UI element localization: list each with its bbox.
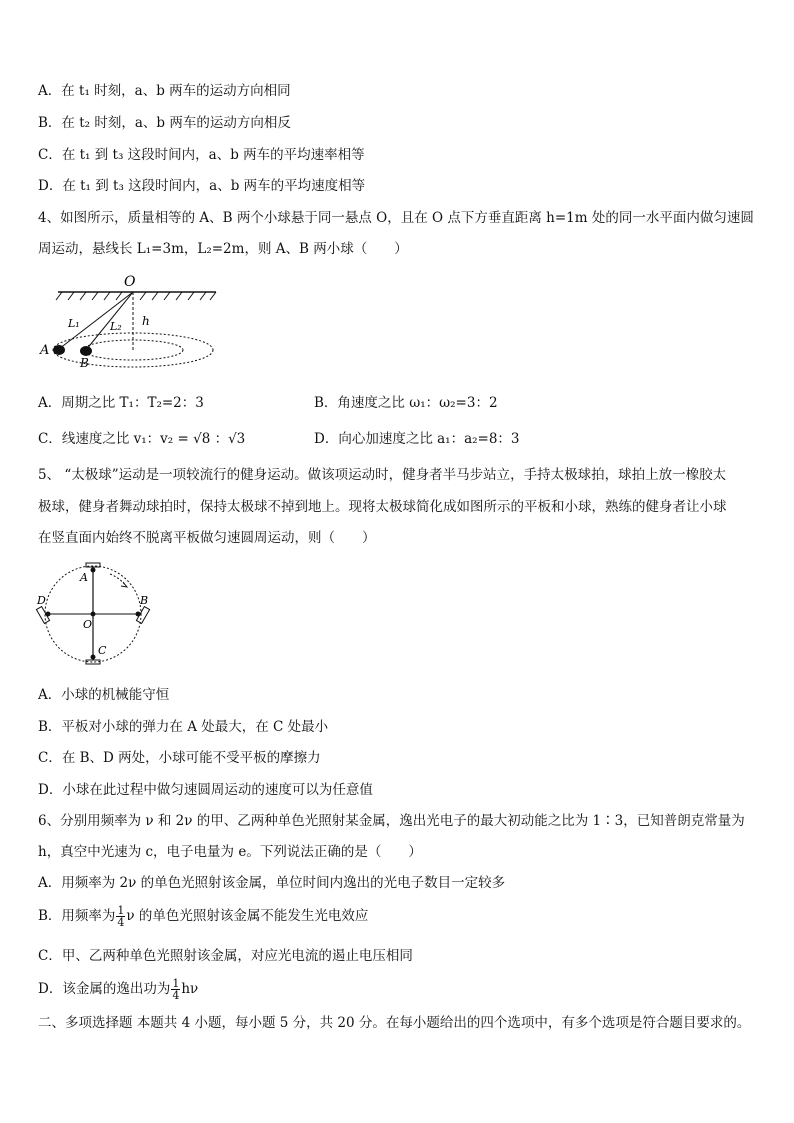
label-h: h [142,314,150,328]
fraction-numerator: 1 [172,977,180,990]
q5-stem-line3: 在竖直面内始终不脱离平板做匀速圆周运动，则（ ） [38,530,376,546]
fraction-numerator: 1 [117,904,125,917]
q5-option-c: C．在 B、D 两处，小球可能不受平板的摩擦力 [38,750,321,766]
label-l1: L₁ [68,317,80,330]
q3-option-c: C．在 t₁ 到 t₃ 这段时间内，a、b 两车的平均速率相等 [38,147,365,163]
q6-option-a: A．用频率为 2ν 的单色光照射该金属，单位时间内逸出的光电子数目一定较多 [38,875,506,891]
label-l2: L₂ [110,320,122,333]
q4-option-c: C．线速度之比 v₁：v₂ = √8 ：√3 [38,431,246,447]
fraction [171,978,180,1001]
q4-stem-line1: 4、如图所示，质量相等的 A、B 两个小球悬于同一悬点 O，且在 O 点下方垂直距离 h=1m 处的同一水平面内做匀速圆 [38,210,754,226]
label-d: D [37,594,46,607]
label-b: B [80,356,89,370]
q5-figure [30,560,160,670]
fraction [116,905,125,928]
q6-option-d [38,978,198,1001]
q6-stem-line1: 6、分别用频率为 ν 和 2ν 的甲、乙两种单色光照射某金属，逸出光电子的最大初动能之比为 1∶3，已知普朗克常量为 [38,813,745,829]
ball-b [80,346,92,356]
q6-option-b-prefix: B．用频率为 [38,908,116,924]
label-o: O [83,618,93,631]
q6-option-b [38,905,368,928]
q5-stem-line1: 5、 “太极球”运动是一项较流行的健身运动。做该项运动时，健身者半马步站立，手持太极球拍，球拍上放一橡胶太 [38,467,727,483]
q6-option-c: C．甲、乙两种单色光照射该金属，对应光电流的遏止电压相同 [38,948,413,964]
q3-option-d: D．在 t₁ 到 t₃ 这段时间内，a、b 两车的平均速度相等 [38,178,366,194]
fraction-denominator: 4 [117,916,125,929]
q3-option-a: A．在 t₁ 时刻，a、b 两车的运动方向相同 [38,83,291,99]
q6-option-d-prefix: D．该金属的逸出功为 [38,981,171,997]
fraction-denominator: 4 [172,989,180,1002]
q5-option-a: A．小球的机械能守恒 [38,687,170,703]
label-o: O [124,274,136,290]
q3-option-b: B．在 t₂ 时刻，a、b 两车的运动方向相反 [38,115,291,131]
q4-figure [38,270,228,380]
q4-option-a: A．周期之比 T₁：T₂=2：3 [38,395,204,411]
q5-option-b: B．平板对小球的弹力在 A 处最大，在 C 处最小 [38,719,329,735]
label-a: A [80,571,88,584]
label-a: A [40,343,50,358]
q6-option-b-suffix: ν 的单色光照射该金属不能发生光电效应 [126,908,369,924]
q4-stem-line2: 周运动，悬线长 L₁=3m，L₂=2m，则 A、B 两小球（ ） [38,241,408,257]
q4-option-b: B．角速度之比 ω₁：ω₂=3：2 [314,395,498,411]
q5-stem-line2: 极球，健身者舞动球拍时，保持太极球不掉到地上。现将太极球简化成如图所示的平板和小球，熟练的健身者让小球 [38,499,727,515]
q4-option-d: D．向心加速度之比 a₁：a₂=8：3 [314,431,520,447]
q6-stem-line2: h，真空中光速为 c，电子电量为 e。下列说法正确的是（ ） [38,844,422,860]
ball-a [53,345,65,355]
section-heading: 二、多项选择题 本题共 4 小题，每小题 5 分，共 20 分。在每小题给出的四个选项中，有多个选项是符合题目要求的。 [38,1015,751,1031]
q6-option-d-suffix: hν [181,981,199,997]
label-b: B [140,594,149,607]
q5-option-d: D．小球在此过程中做匀速圆周运动的速度可以为任意值 [38,782,373,798]
label-c: C [98,644,107,657]
